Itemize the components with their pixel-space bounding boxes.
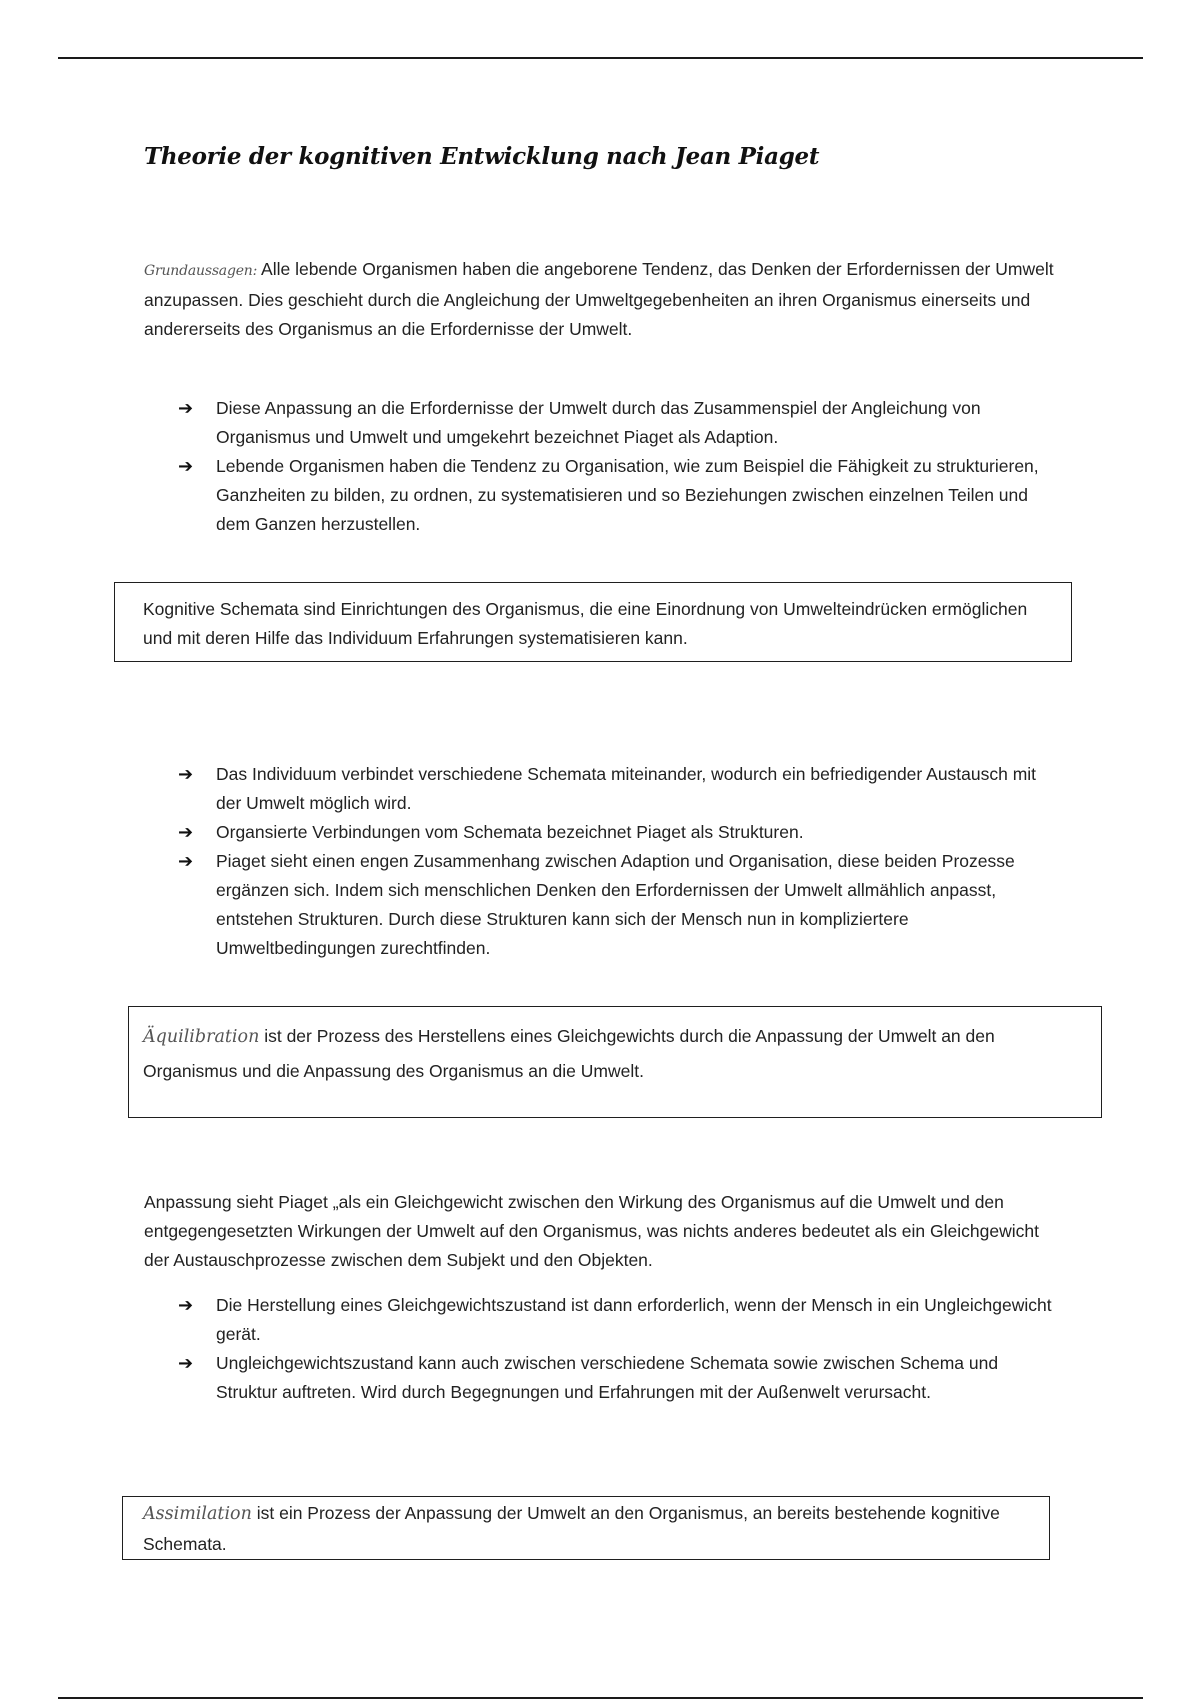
list-item: ➔ Die Herstellung eines Gleichgewichtszustand ist dann erforderlich, wenn der Mensch in ein Ungleichgewicht gerät.	[178, 1291, 1058, 1349]
arrow-icon: ➔	[178, 851, 194, 871]
list-item: ➔ Lebende Organismen haben die Tendenz zu Organisation, wie zum Beispiel die Fähigkeit zu strukturieren, Ganzheiten zu bilden, zu ordnen, zu systematisieren und so Beziehungen zwischen einzelnen Teilen und dem Ganzen herzustellen.	[178, 452, 1058, 539]
list-item: ➔ Ungleichgewichtszustand kann auch zwischen verschiedene Schemata sowie zwischen Schema und Struktur auftreten. Wird durch Begegnungen und Erfahrungen mit der Außenwelt verursacht.	[178, 1349, 1058, 1407]
aequilibration-definition: Äquilibration ist der Prozess des Herstellens eines Gleichgewichts durch die Anpassung der Umwelt an den Organismus und die Anpassung des Organismus an die Umwelt.	[143, 1026, 995, 1081]
assimilation-definition-box	[122, 1496, 1050, 1560]
arrow-icon: ➔	[178, 764, 194, 784]
bullet-list-2	[178, 760, 1058, 963]
arrow-icon: ➔	[178, 456, 194, 476]
list-item: ➔ Diese Anpassung an die Erfordernisse der Umwelt durch das Zusammenspiel der Angleichung von Organismus und Umwelt und umgekehrt bezeichnet Piaget als Adaption.	[178, 394, 1058, 452]
arrow-icon: ➔	[178, 1295, 194, 1315]
list-item: ➔ Das Individuum verbindet verschiedene Schemata miteinander, wodurch ein befriedigender Austausch mit der Umwelt möglich wird.	[178, 760, 1058, 818]
list-item: ➔ Piaget sieht einen engen Zusammenhang zwischen Adaption und Organisation, diese beiden Prozesse ergänzen sich. Indem sich menschlichen Denken den Erfordernissen der Umwelt allmählich anpasst, entstehen Strukturen. Durch diese Strukturen kann sich der Mensch nun in kompliziertere Umweltbedingungen zurechtfinden.	[178, 847, 1058, 963]
bullet-list-3	[178, 1291, 1058, 1407]
intro-label: Grundaussagen:	[144, 263, 258, 279]
schemata-definition: Kognitive Schemata sind Einrichtungen des Organismus, die eine Einordnung von Umwelteindrücken ermöglichen und mit deren Hilfe das Individuum Erfahrungen systematisieren kann.	[143, 599, 1028, 648]
assimilation-definition: Assimilation ist ein Prozess der Anpassung der Umwelt an den Organismus, an bereits bestehende kognitive Schemata.	[143, 1503, 1000, 1554]
bullet-list-1	[178, 394, 1058, 539]
aequilibration-term: Äquilibration	[143, 1027, 260, 1047]
arrow-icon: ➔	[178, 398, 194, 418]
arrow-icon: ➔	[178, 1353, 194, 1373]
assimilation-term: Assimilation	[143, 1504, 252, 1524]
intro-paragraph	[144, 255, 1064, 344]
aequilibration-definition-box	[128, 1006, 1102, 1118]
bottom-rule	[58, 1697, 1143, 1699]
top-rule	[58, 57, 1143, 59]
anpassung-paragraph: Anpassung sieht Piaget „als ein Gleichgewicht zwischen den Wirkung des Organismus auf die Umwelt und den entgegengesetzten Wirkungen der Umwelt auf den Organismus, was nichts anderes bedeutet als ein Gleichgewicht der Austauschprozesse zwischen dem Subjekt und den Objekten.	[144, 1192, 1039, 1270]
arrow-icon: ➔	[178, 822, 194, 842]
page-title: Theorie der kognitiven Entwicklung nach Jean Piaget	[144, 143, 820, 170]
list-item: ➔ Organsierte Verbindungen vom Schemata bezeichnet Piaget als Strukturen.	[178, 818, 1058, 847]
intro-text: Alle lebende Organismen haben die angeborene Tendenz, das Denken der Erfordernissen der Umwelt anzupassen. Dies geschieht durch die Angleichung der Umweltgegebenheiten an ihren Organismus einerseits und andererseits des Organismus an die Erfordernisse der Umwelt.	[144, 259, 1054, 339]
schemata-definition-box	[114, 582, 1072, 662]
